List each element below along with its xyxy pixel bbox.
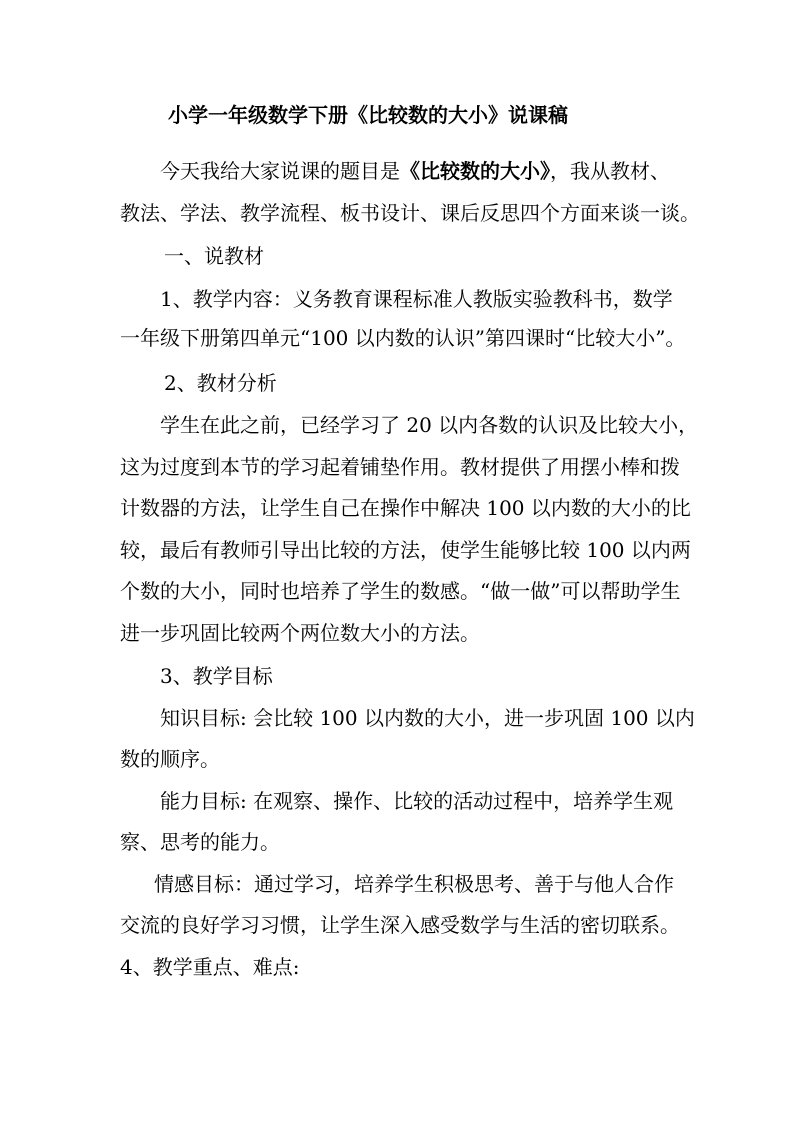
teaching-goals-heading: 3、教学目标 [160,664,273,688]
analysis-line-4: 较，最后有教师引导出比较的方法，使学生能够比较 100 以内两 [120,538,691,562]
emotion-goal-line-2: 交流的良好学习习惯，让学生深入感受数学与生活的密切联系。 [120,913,680,937]
intro-line-1 [160,155,735,187]
teaching-content-line-2: 一年级下册第四单元“100 以内数的认识”第四课时“比较大小”。 [120,326,686,350]
analysis-line-2: 这为过度到本节的学习起着铺垫作用。教材提供了用摆小棒和拨 [120,455,680,479]
ability-goal-line-2: 察、思考的能力。 [120,830,280,854]
intro-line-2: 教法、学法、教学流程、板书设计、课后反思四个方面来谈一谈。 [120,201,700,225]
document-title: 小学一年级数学下册《比较数的大小》说课稿 [168,103,568,127]
knowledge-goal-line-2: 数的顺序。 [120,747,220,771]
section-heading-textbook: 一、说教材 [164,244,264,268]
emotion-goal-line-1: 情感目标：通过学习，培养学生积极思考、善于与他人合作 [154,872,674,896]
teaching-content-line-1: 1、教学内容：义务教育课程标准人教版实验教科书，数学 [160,287,673,311]
analysis-line-1: 学生在此之前，已经学习了 20 以内各数的认识及比较大小， [160,413,699,437]
analysis-line-3: 计数器的方法，让学生自己在操作中解决 100 以内数的大小的比 [120,496,691,520]
intro-suffix: ，我从教材、 [550,159,670,183]
textbook-analysis-heading: 2、教材分析 [164,371,277,395]
intro-bold-title: 《比较数的大小》 [400,159,550,183]
analysis-line-6: 进一步巩固比较两个两位数大小的方法。 [120,621,480,645]
key-points-heading: 4、教学重点、难点: [120,955,300,979]
intro-prefix: 今天我给大家说课的题目是 [160,159,400,183]
ability-goal-line-1: 能力目标: 在观察、操作、比较的活动过程中，培养学生观 [160,789,674,813]
analysis-line-5: 个数的大小，同时也培养了学生的数感。“做一做”可以帮助学生 [120,579,681,603]
knowledge-goal-line-1: 知识目标: 会比较 100 以内数的大小，进一步巩固 100 以内 [160,706,695,730]
